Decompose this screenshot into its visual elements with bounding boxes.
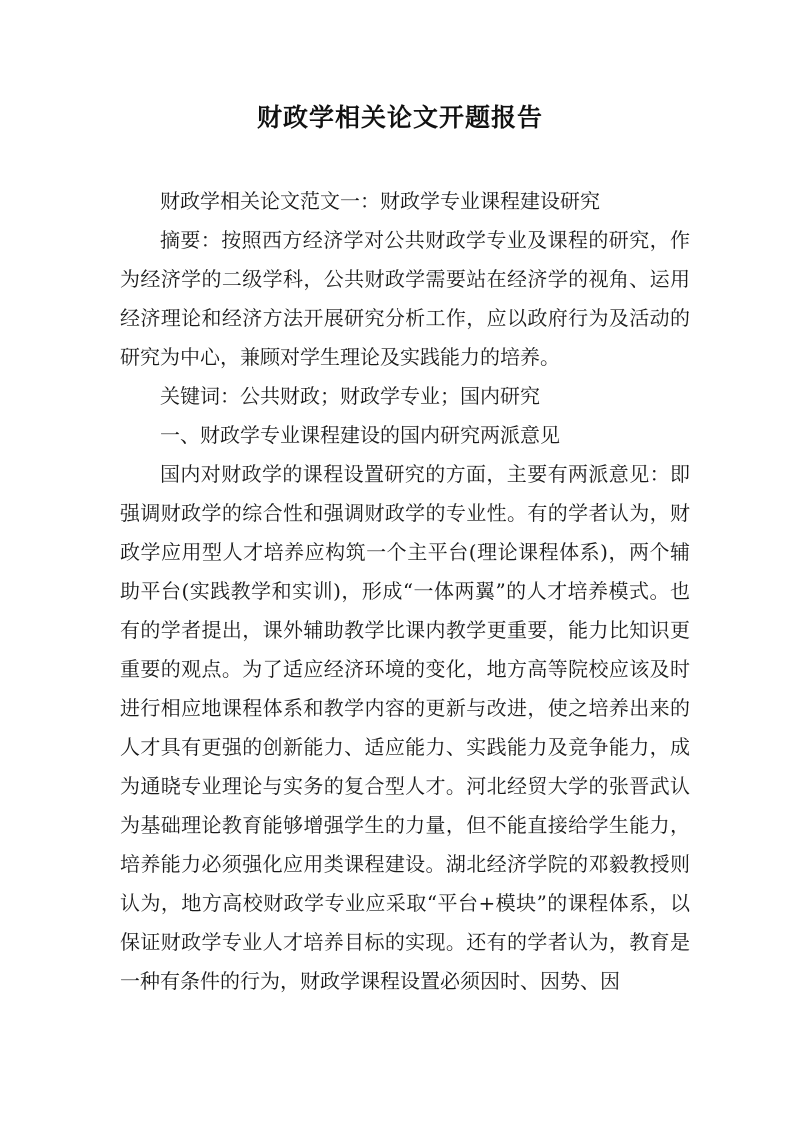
- section-heading: 一、财政学专业课程建设的国内研究两派意见: [160, 423, 560, 447]
- paragraph-abstract: 摘要：按照西方经济学对公共财政学专业及课程的研究，作为经济学的二级学科，公共财政学需要站在经济学的视角、运用经济理论和经济方法开展研究分析工作，应以政府行为及活动的研究为中心，兼顾对学生理论及实践能力的培养。: [120, 228, 690, 369]
- document-body: [120, 182, 690, 1001]
- paragraph-keywords: 关键词：公共财政；财政学专业；国内研究: [160, 384, 540, 408]
- document-title: 财政学相关论文开题报告: [256, 103, 543, 132]
- paragraph-body: 国内对财政学的课程设置研究的方面，主要有两派意见：即强调财政学的综合性和强调财政学的专业性。有的学者认为，财政学应用型人才培养应构筑一个主平台(理论课程体系)，两个辅助平台(实践教学和实训)，形成“一体两翼”的人才培养模式。也有的学者提出，课外辅助教学比课内教学更重要，能力比知识更重要的观点。为了适应经济环境的变化，地方高等院校应该及时进行相应地课程体系和教学内容的更新与改进，使之培养出来的人才具有更强的创新能力、适应能力、实践能力及竞争能力，成为通晓专业理论与实务的复合型人才。河北经贸大学的张晋武认为基础理论教育能够增强学生的力量，但不能直接给学生能力，培养能力必须强化应用类课程建设。湖北经济学院的邓毅教授则认为，地方高校财政学专业应采取“平台+模块”的课程体系，以保证财政学专业人才培养目标的实现。还有的学者认为，教育是一种有条件的行为，财政学课程设置必须因时、因势、因: [120, 462, 690, 993]
- paragraph-example-heading: 财政学相关论文范文一：财政学专业课程建设研究: [160, 189, 600, 213]
